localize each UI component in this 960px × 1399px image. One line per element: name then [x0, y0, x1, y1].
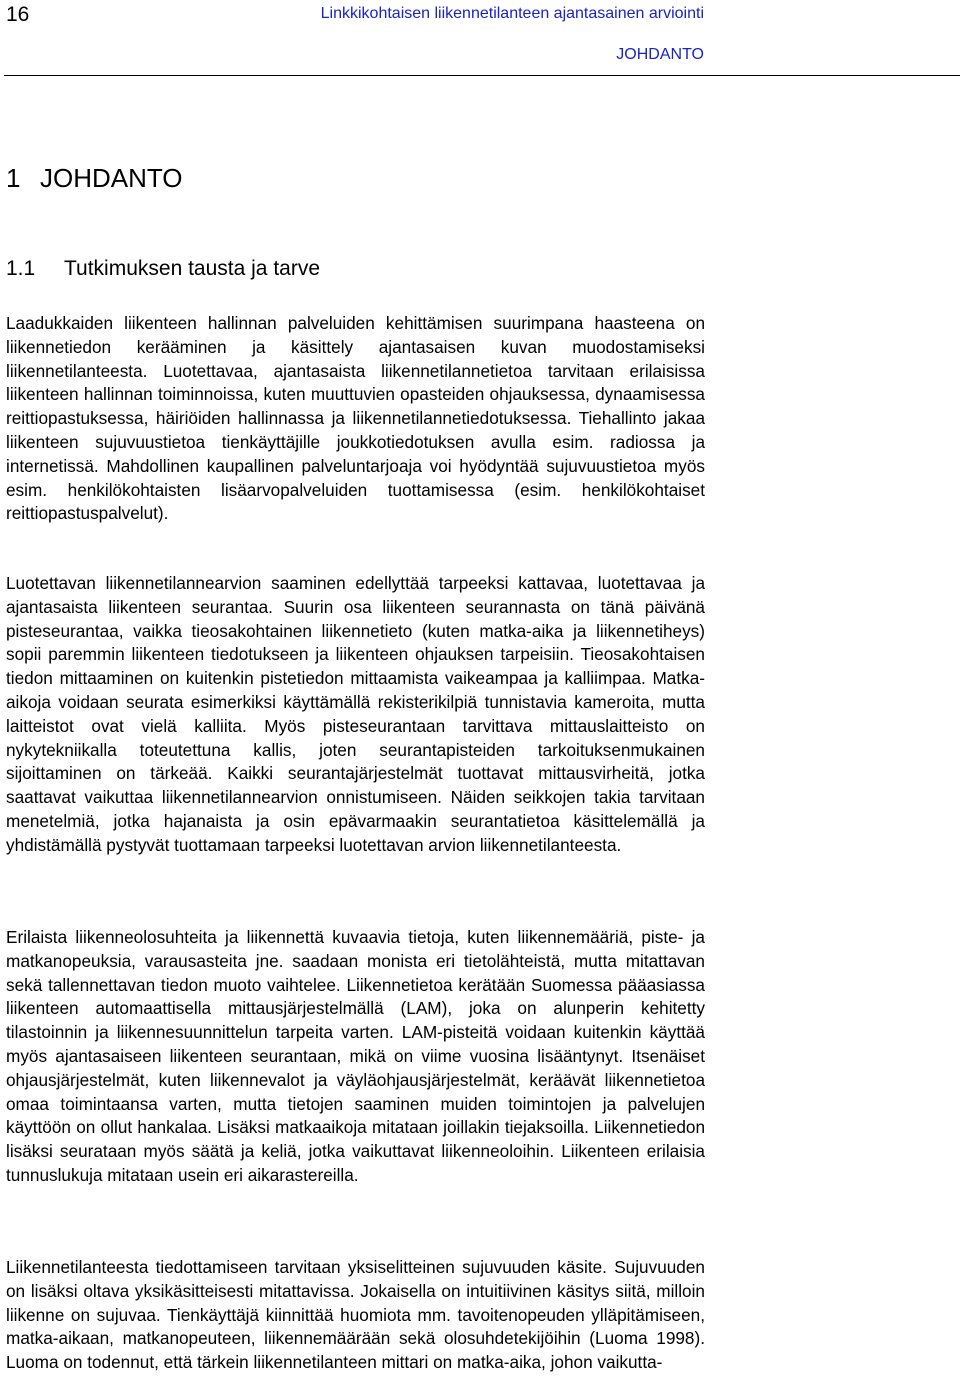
body-paragraph: Laadukkaiden liikenteen hallinnan palveluiden kehittämisen suurimpana haasteena on liikennetiedon kerääminen ja käsittely ajantasaisen kuvan muodostamiseksi liikennetilanteesta. Luotettavaa, ajantasaista liikennetilannetietoa tarvitaan erilaisissa liikenteen hallinnan toiminnoissa, kuten muuttuvien opasteiden ohjauksessa, dynaamisessa reittiopastuksessa, häiriöiden hallinnassa ja liikennetilannetiedotuksessa. Tiehallinto jakaa liikenteen sujuvuustietoa tienkäyttäjille joukkotiedotuksen avulla esim. radiossa ja internetissä. Mahdollinen kaupallinen palveluntarjoaja voi hyödyntää sujuvuustietoa myös esim. henkilökohtaisten lisäarvopalveluiden tuottamisessa (esim. henkilökohtaiset reittiopastuspalvelut). [6, 313, 705, 524]
body-paragraph: Erilaista liikenneolosuhteita ja liikennettä kuvaavia tietoja, kuten liikennemääriä, piste- ja matkanopeuksia, varausasteita jne. saadaan monista eri tietolähteistä, mutta mitattavan sekä tallennettavan tiedon muoto vaihtelee. Liikennetietoa kerätään Suomessa pääasiassa liikenteen automaattisella mittausjärjestelmällä (LAM), joka on alunperin kehitetty tilastoinnin ja liikennesuunnittelun tarpeita varten. LAM-pisteitä voidaan kuitenkin käyttää myös ajantasaiseen liikenteen seurantaan, mikä on viime vuosina lisääntynyt. Itsenäiset ohjausjärjestelmät, kuten liikennevalot ja väyläohjausjärjestelmät, keräävät liikennetietoa omaa toimintaansa varten, mutta tietojen saaminen muiden toimintojen ja palvelujen käyttöön on ollut hankalaa. Lisäksi matkaaikoja mitataan joillakin tiejaksoilla. Liikennetiedon lisäksi seurataan myös säätä ja keliä, jotka vaikuttavat liikenneoloihin. Liikenteen erilaisia tunnuslukuja mitataan usein eri aikarastereilla. [6, 927, 705, 1185]
chapter-number: 1 [6, 163, 21, 193]
section-title: Tutkimuksen tausta ja tarve [64, 257, 320, 280]
chapter-heading [6, 162, 183, 194]
page-number: 16 [6, 3, 30, 26]
section-heading [6, 256, 320, 282]
header-divider [4, 75, 960, 76]
section-number: 1.1 [6, 257, 36, 280]
body-paragraph: Luotettavan liikennetilannearvion saaminen edellyttää tarpeeksi kattavaa, luotettavaa ja ajantasaista liikenteen seurantaa. Suurin osa liikenteen seurannasta on tänä päivänä pisteseurantaa, vaikka tieosakohtainen liikennetieto (kuten matka-aika ja liikennetiheys) sopii paremmin liikenteen tiedotukseen ja liikenteen ohjauksen tarpeisiin. Tieosakohtaisen tiedon mittaaminen on kuitenkin pistetiedon mittaamista vaikeampaa ja kalliimpaa. Matka-aikoja voidaan seurata esimerkiksi käyttämällä rekisterikilpiä tunnistavia kameroita, mutta laitteistot ovat vielä kalliita. Myös pisteseurantaan tarvittava mittauslaitteisto on nykytekniikalla toteutettuna kallis, joten seurantapisteiden tarkoituksenmukainen sijoittaminen on tärkeää. Kaikki seurantajärjestelmät tuottavat mittausvirheitä, jotka saattavat vaikuttaa liikennetilannearvion onnistumiseen. Näiden seikkojen takia tarvitaan menetelmiä, jotka hajanaista ja osin epävarmaakin seurantatietoa käsittelemällä ja yhdistämällä pystyvät tuottamaan tarpeeksi luotettavan arvion liikennetilanteesta. [6, 573, 705, 855]
running-section[interactable]: JOHDANTO [616, 46, 704, 63]
body-paragraph: Liikennetilanteesta tiedottamiseen tarvitaan yksiselitteinen sujuvuuden käsite. Sujuvuuden on lisäksi oltava yksikäsitteisesti mitattavissa. Jokaisella on intuitiivinen käsitys siitä, milloin liikenne on sujuvaa. Tienkäyttäjä kiinnittää huomiota mm. tavoitenopeuden ylläpitämiseen, matka-aikaan, matkanopeuteen, liikennemäärään sekä olosuhdetekijöihin (Luoma 1998). Luoma on todennut, että tärkein liikennetilanteen mittari on matka-aika, johon vaikutta- [6, 1257, 705, 1373]
chapter-title: JOHDANTO [40, 163, 183, 193]
running-title[interactable]: Linkkikohtaisen liikennetilanteen ajantasainen arviointi [320, 5, 704, 22]
